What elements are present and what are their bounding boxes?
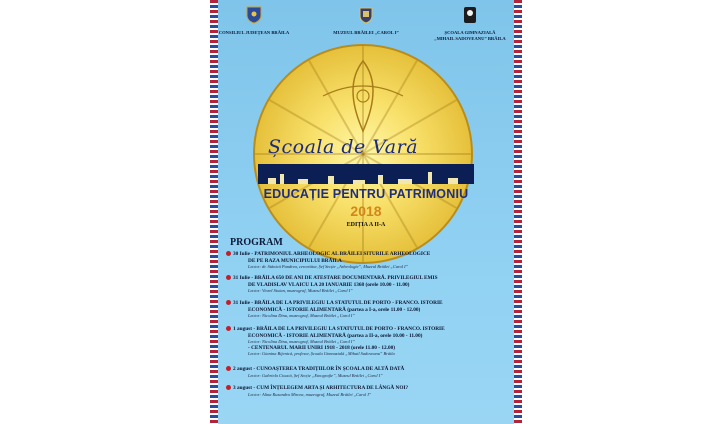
school-caption-1: ȘCOALA GIMNAZIALĂ	[444, 30, 496, 35]
museum-crest-icon	[358, 6, 374, 24]
ornament-icon	[313, 56, 413, 136]
program-item: 31 Iulie - BRĂILA DE LA PRIVILEGIU LA STATUTUL DE PORTO - FRANCO. ISTORIE ECONOMICĂ - ISTORIE ALIMENTARĂ (partea a I-a, orele 11.00 - 12.00) Lector: Nicolina Dinu, muzeograf, Muzeul Brăilei „Carol I”	[226, 300, 510, 319]
museum-caption: MUZEUL BRĂILEI „CAROL I”	[333, 30, 399, 35]
bullet-icon	[226, 385, 231, 390]
program-item: 1 august - BRĂILA DE LA PRIVILEGIU LA STATUTUL DE PORTO - FRANCO. ISTORIE ECONOMICĂ - ISTORIE ALIMENTARĂ (partea a II-a, orele 10.00 - 11.00) Lector: Nicolina Dinu, muzeograf, Muzeul Brăilei „Carol I” - CENTENARUL MARII UNIRI 1918 - 2018 (orele 11.00 - 12.00) Lector: Gianina Bijenică, profesor, Școala Gimnazială „Mihail Sadoveanu” Brăila	[226, 326, 510, 357]
judet-crest-icon	[246, 6, 262, 24]
year: 2018	[350, 203, 382, 219]
bullet-icon	[226, 326, 231, 331]
school-crest-icon	[462, 6, 478, 24]
edition: EDIȚIA A II-A	[346, 222, 386, 228]
subtitle: EDUCAȚIE PENTRU PATRIMONIU	[263, 187, 469, 201]
school-caption-2: „MIHAIL SADOVEANU” BRĂILA	[434, 36, 506, 41]
bullet-icon	[226, 366, 231, 371]
bullet-icon	[226, 275, 231, 280]
poster	[210, 0, 522, 424]
program-item: 30 Iulie - PATRIMONIUL ARHEOLOGIC AL BRĂILEI SITURILE ARHEOLOGICE DE PE RAZA MUNICIPIULUI BRĂILA Lector: dr. Stănică Pandrea, cercetător, Șef Secție „Arheologie”, Muzeul Brăilei „Carol I”	[226, 251, 510, 270]
city-skyline	[258, 164, 474, 184]
program-item: 2 august - CUNOAȘTEREA TRADIȚIILOR ÎN ȘCOALA DE ALTĂ DATĂ Lector: Gabriela Cioacă, Șef Secție „Etnografie”, Muzeul Brăilei „Carol I”	[226, 366, 510, 378]
program-item: 31 Iulie - BRĂILA 650 DE ANI DE ATESTARE DOCUMENTARĂ. PRIVILEGIUL EMIS DE VLADISLAV VLAICU LA 20 IANUARIE 1368 (orele 10.00 - 11.00) Lector: Viorel Stoian, muzeograf, Muzeul Brăilei „Carol I”	[226, 275, 510, 294]
school-title: Școala de Vară	[268, 136, 419, 158]
bullet-icon	[226, 300, 231, 305]
judet-caption: CONSILIUL JUDEȚEAN BRĂILA	[218, 30, 290, 35]
bullet-icon	[226, 251, 231, 256]
program-heading: PROGRAM	[230, 237, 283, 248]
program-item: 3 august - CUM ÎNȚELEGEM ARTA ȘI ARHITECTURA DE LÂNGĂ NOI? Lector: Alina Ruxandra Mircea, muzeograf, Muzeul Brăilei „Carol I”	[226, 385, 510, 397]
